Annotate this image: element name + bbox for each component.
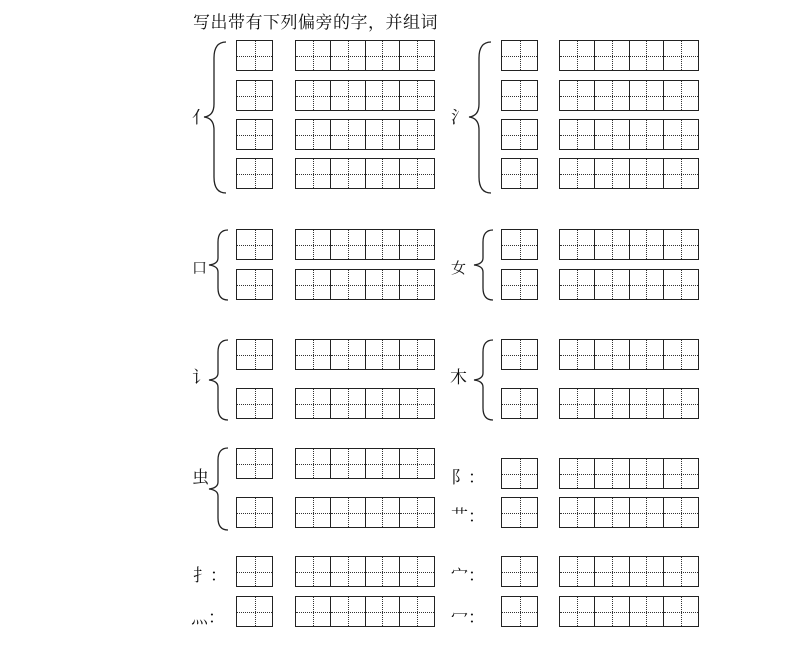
writing-cell[interactable] — [237, 270, 272, 299]
writing-cell[interactable] — [365, 449, 400, 478]
writing-cell[interactable] — [663, 557, 698, 586]
right-word-grid-4[interactable] — [559, 158, 699, 189]
right-word-grid-8[interactable] — [559, 388, 699, 419]
writing-cell[interactable] — [237, 81, 272, 110]
writing-cell[interactable] — [629, 498, 664, 527]
right-char-grid-1[interactable] — [501, 40, 538, 71]
writing-cell[interactable] — [330, 81, 365, 110]
left-char-grid-4[interactable] — [236, 158, 273, 189]
writing-cell[interactable] — [502, 459, 537, 488]
writing-cell[interactable] — [663, 389, 698, 418]
writing-cell[interactable] — [237, 498, 272, 527]
writing-cell[interactable] — [399, 120, 434, 149]
right-char-grid-8[interactable] — [501, 388, 538, 419]
writing-cell[interactable] — [365, 159, 400, 188]
writing-cell[interactable] — [594, 459, 629, 488]
left-char-grid-11[interactable] — [236, 556, 273, 587]
radical-chong: 虫 — [192, 468, 209, 488]
right-char-grid-12[interactable] — [501, 596, 538, 627]
writing-cell[interactable] — [237, 340, 272, 369]
writing-cell[interactable] — [663, 81, 698, 110]
radical-shou: 扌： — [193, 566, 227, 586]
left-char-grid-6[interactable] — [236, 269, 273, 300]
left-word-grid-1[interactable] — [295, 40, 435, 71]
writing-cell[interactable] — [629, 340, 664, 369]
right-char-grid-6[interactable] — [501, 269, 538, 300]
writing-cell[interactable] — [399, 340, 434, 369]
writing-cell[interactable] — [330, 340, 365, 369]
writing-cell[interactable] — [629, 41, 664, 70]
writing-cell[interactable] — [399, 270, 434, 299]
right-word-grid-5[interactable] — [559, 229, 699, 260]
right-word-grid-3[interactable] — [559, 119, 699, 150]
writing-cell[interactable] — [237, 120, 272, 149]
writing-cell[interactable] — [594, 230, 629, 259]
right-word-grid-2[interactable] — [559, 80, 699, 111]
left-char-grid-7[interactable] — [236, 339, 273, 370]
writing-cell[interactable] — [296, 449, 330, 478]
writing-cell[interactable] — [560, 498, 594, 527]
left-char-grid-12[interactable] — [236, 596, 273, 627]
writing-cell[interactable] — [330, 120, 365, 149]
left-word-grid-12[interactable] — [295, 596, 435, 627]
writing-cell[interactable] — [502, 230, 537, 259]
writing-cell[interactable] — [237, 557, 272, 586]
writing-cell[interactable] — [663, 498, 698, 527]
radical-cao: 艹： — [451, 507, 485, 527]
writing-cell[interactable] — [594, 389, 629, 418]
writing-cell[interactable] — [399, 159, 434, 188]
left-word-grid-5[interactable] — [295, 229, 435, 260]
right-char-grid-7[interactable] — [501, 339, 538, 370]
left-word-grid-10[interactable] — [295, 497, 435, 528]
right-word-grid-12[interactable] — [559, 596, 699, 627]
writing-cell[interactable] — [663, 41, 698, 70]
radical-mi: 冖： — [451, 608, 485, 628]
left-char-grid-9[interactable] — [236, 448, 273, 479]
writing-cell[interactable] — [365, 557, 400, 586]
writing-cell[interactable] — [629, 159, 664, 188]
writing-cell[interactable] — [296, 230, 330, 259]
writing-cell[interactable] — [296, 270, 330, 299]
writing-cell[interactable] — [594, 41, 629, 70]
writing-cell[interactable] — [594, 81, 629, 110]
writing-cell[interactable] — [330, 597, 365, 626]
writing-cell[interactable] — [399, 389, 434, 418]
brace-nv-group — [468, 228, 496, 302]
writing-cell[interactable] — [629, 270, 664, 299]
right-word-grid-9[interactable] — [559, 458, 699, 489]
left-word-grid-11[interactable] — [295, 556, 435, 587]
brace-mu-group — [468, 338, 496, 422]
writing-cell[interactable] — [629, 557, 664, 586]
writing-cell[interactable] — [365, 597, 400, 626]
writing-cell[interactable] — [629, 459, 664, 488]
writing-cell[interactable] — [663, 340, 698, 369]
right-word-grid-11[interactable] — [559, 556, 699, 587]
writing-cell[interactable] — [330, 557, 365, 586]
writing-cell[interactable] — [502, 120, 537, 149]
right-char-grid-11[interactable] — [501, 556, 538, 587]
writing-cell[interactable] — [365, 498, 400, 527]
writing-cell[interactable] — [296, 41, 330, 70]
writing-cell[interactable] — [560, 230, 594, 259]
writing-cell[interactable] — [365, 270, 400, 299]
writing-cell[interactable] — [296, 389, 330, 418]
writing-cell[interactable] — [502, 81, 537, 110]
writing-cell[interactable] — [502, 498, 537, 527]
writing-cell[interactable] — [629, 120, 664, 149]
radical-huo: 灬： — [191, 608, 225, 628]
brace-kou-group — [203, 228, 231, 302]
writing-cell[interactable] — [629, 597, 664, 626]
radical-kou: 口 — [192, 259, 208, 277]
radical-fu: 阝： — [451, 468, 485, 488]
writing-cell[interactable] — [663, 459, 698, 488]
left-word-grid-7[interactable] — [295, 339, 435, 370]
writing-cell[interactable] — [399, 557, 434, 586]
left-char-grid-8[interactable] — [236, 388, 273, 419]
writing-cell[interactable] — [296, 340, 330, 369]
writing-cell[interactable] — [365, 340, 400, 369]
writing-cell[interactable] — [629, 230, 664, 259]
left-word-grid-8[interactable] — [295, 388, 435, 419]
writing-cell[interactable] — [330, 389, 365, 418]
writing-cell[interactable] — [663, 120, 698, 149]
left-word-grid-3[interactable] — [295, 119, 435, 150]
writing-cell[interactable] — [560, 41, 594, 70]
writing-cell[interactable] — [502, 389, 537, 418]
writing-cell[interactable] — [237, 41, 272, 70]
writing-cell[interactable] — [629, 389, 664, 418]
right-char-grid-2[interactable] — [501, 80, 538, 111]
writing-cell[interactable] — [663, 270, 698, 299]
radical-yan: 讠 — [192, 368, 209, 388]
left-word-grid-2[interactable] — [295, 80, 435, 111]
writing-cell[interactable] — [330, 498, 365, 527]
writing-cell[interactable] — [502, 159, 537, 188]
right-char-grid-10[interactable] — [501, 497, 538, 528]
brace-yan-group — [203, 338, 231, 422]
writing-cell[interactable] — [399, 230, 434, 259]
writing-cell[interactable] — [365, 41, 400, 70]
writing-cell[interactable] — [399, 498, 434, 527]
writing-cell[interactable] — [560, 557, 594, 586]
writing-cell[interactable] — [502, 270, 537, 299]
left-word-grid-9[interactable] — [295, 448, 435, 479]
writing-cell[interactable] — [296, 597, 330, 626]
writing-cell[interactable] — [663, 159, 698, 188]
writing-cell[interactable] — [330, 230, 365, 259]
left-char-grid-5[interactable] — [236, 229, 273, 260]
right-word-grid-1[interactable] — [559, 40, 699, 71]
writing-cell[interactable] — [296, 120, 330, 149]
radical-mian: 宀： — [451, 566, 485, 586]
writing-cell[interactable] — [560, 270, 594, 299]
left-word-grid-4[interactable] — [295, 158, 435, 189]
writing-cell[interactable] — [594, 597, 629, 626]
right-word-grid-10[interactable] — [559, 497, 699, 528]
writing-cell[interactable] — [296, 159, 330, 188]
writing-cell[interactable] — [560, 459, 594, 488]
writing-cell[interactable] — [502, 340, 537, 369]
writing-cell[interactable] — [237, 597, 272, 626]
left-word-grid-6[interactable] — [295, 269, 435, 300]
writing-cell[interactable] — [594, 120, 629, 149]
writing-cell[interactable] — [365, 230, 400, 259]
writing-cell[interactable] — [629, 81, 664, 110]
writing-cell[interactable] — [399, 449, 434, 478]
writing-cell[interactable] — [594, 159, 629, 188]
writing-cell[interactable] — [502, 41, 537, 70]
writing-cell[interactable] — [365, 389, 400, 418]
right-char-grid-3[interactable] — [501, 119, 538, 150]
writing-cell[interactable] — [365, 81, 400, 110]
writing-cell[interactable] — [399, 41, 434, 70]
writing-cell[interactable] — [237, 449, 272, 478]
writing-cell[interactable] — [365, 120, 400, 149]
left-char-grid-10[interactable] — [236, 497, 273, 528]
writing-cell[interactable] — [663, 597, 698, 626]
writing-cell[interactable] — [399, 81, 434, 110]
right-char-grid-4[interactable] — [501, 158, 538, 189]
writing-cell[interactable] — [594, 340, 629, 369]
brace-chong-group — [203, 446, 231, 532]
writing-cell[interactable] — [502, 597, 537, 626]
writing-cell[interactable] — [330, 159, 365, 188]
writing-cell[interactable] — [296, 498, 330, 527]
writing-cell[interactable] — [560, 81, 594, 110]
worksheet-title: 写出带有下列偏旁的字，并组词 — [193, 13, 438, 33]
writing-cell[interactable] — [399, 597, 434, 626]
writing-cell[interactable] — [330, 41, 365, 70]
radical-nv: 女 — [451, 259, 467, 277]
brace-ren-group — [200, 40, 230, 195]
writing-cell[interactable] — [237, 389, 272, 418]
left-char-grid-1[interactable] — [236, 40, 273, 71]
writing-cell[interactable] — [237, 230, 272, 259]
writing-cell[interactable] — [296, 81, 330, 110]
writing-cell[interactable] — [594, 498, 629, 527]
writing-cell[interactable] — [237, 159, 272, 188]
writing-cell[interactable] — [330, 449, 365, 478]
writing-cell[interactable] — [330, 270, 365, 299]
writing-cell[interactable] — [663, 230, 698, 259]
brace-shui-group — [465, 40, 495, 195]
left-char-grid-3[interactable] — [236, 119, 273, 150]
writing-cell[interactable] — [502, 557, 537, 586]
right-word-grid-7[interactable] — [559, 339, 699, 370]
radical-shui: 氵 — [451, 108, 468, 128]
right-char-grid-9[interactable] — [501, 458, 538, 489]
radical-ren: 亻 — [192, 108, 209, 128]
right-word-grid-6[interactable] — [559, 269, 699, 300]
writing-cell[interactable] — [560, 340, 594, 369]
writing-cell[interactable] — [560, 159, 594, 188]
radical-mu: 木 — [450, 368, 467, 388]
writing-cell[interactable] — [594, 270, 629, 299]
writing-cell[interactable] — [594, 557, 629, 586]
writing-cell[interactable] — [560, 120, 594, 149]
right-char-grid-5[interactable] — [501, 229, 538, 260]
writing-cell[interactable] — [560, 597, 594, 626]
writing-cell[interactable] — [296, 557, 330, 586]
left-char-grid-2[interactable] — [236, 80, 273, 111]
writing-cell[interactable] — [560, 389, 594, 418]
